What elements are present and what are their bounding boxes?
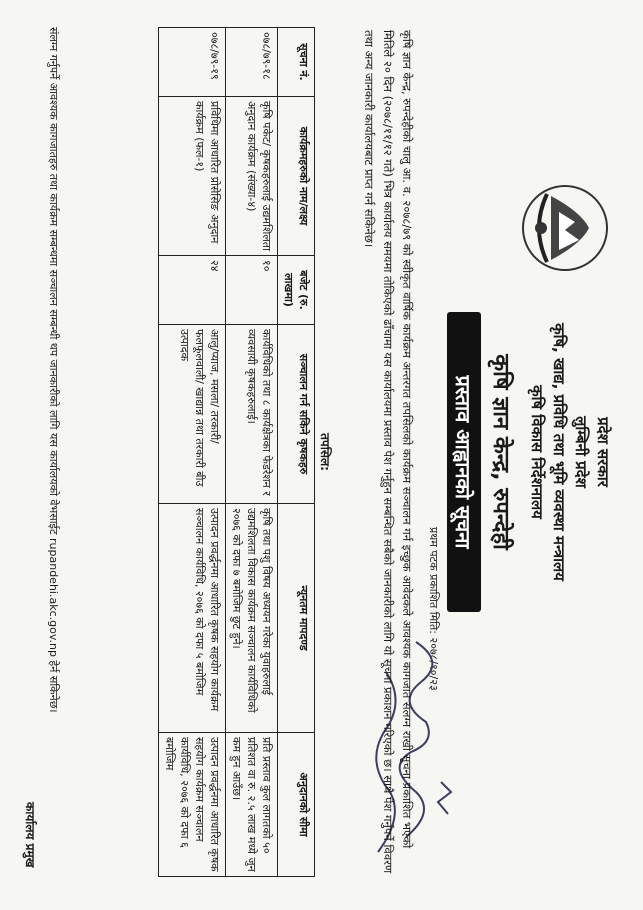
- cell-budget: १०: [226, 256, 278, 325]
- office-chief-signature-label: कार्यालय प्रमुख: [23, 802, 37, 868]
- cell-criteria: कृषि तथा पशु विषय अध्ययन गरेका युवाहरुलाई उद्यमशिलता विकास कार्यक्रम सञ्चालन कार्यविधिको २०७६ को दफा ७ बमोजिम छुट हुने।: [226, 504, 278, 733]
- cell-notice-no: ०७८/७९-१९: [159, 28, 226, 97]
- province-line: लुम्बिनी प्रदेश: [572, 416, 590, 488]
- notice-banner: [447, 312, 481, 612]
- rotated-notice: [21, 12, 621, 892]
- col-eligible: सञ्चालन गर्न सकिने कृषकहरु: [278, 325, 315, 504]
- col-grant-limit: अनुदानको सीमा: [278, 733, 315, 877]
- col-criteria: न्यूनतम मापदण्ड: [278, 504, 315, 733]
- government-line: प्रदेश सरकार: [594, 417, 612, 487]
- table-row: [159, 28, 226, 877]
- cell-eligible: कार्यविधिको तथा ८ कार्यक्षेत्रका फेडरेशन र व्यवसायी कृषकहरुलाई।: [226, 325, 278, 504]
- notice-body: कृषि ज्ञान केन्द्र, रुपन्देहीको चालु आ. व. २०७८/७९ को स्वीकृत वार्षिक कार्यक्रम अन्तरगत तपसिलको कार्यक्रम सञ्चालन गर्न इच्छुक आवेदकले आवश्यक कागजात संलग्न राखी सूचना प्रकाशित भएको मितिले २० दिन (२०७८/११/१२ गते) भित्र कार्यालय समयमा तोकिएको ढाँचामा यस कार्यालयमा प्रस्ताव पेश गर्नुहुन सम्बन्धित सबैको जानकारीको लागि यो सूचना प्रकाशन गरिएको छ। साथै पेश गर्नुपर्ने विवरण तथा अन्य जानकारी कार्यालयबाट प्राप्त गर्न सकिनेछ।: [362, 30, 414, 874]
- program-table: [158, 27, 315, 877]
- col-notice-no: सूचना नं.: [278, 28, 315, 97]
- publish-date: प्रथम पटक प्रकाशित मिति: २०७८/१०/२३: [427, 527, 440, 691]
- cell-program: प्रविधिमा आधारित प्रोसेसिङ अनुदान कार्यक्रम (फल-१): [159, 97, 226, 256]
- schedule-heading: तपसिल:: [318, 433, 332, 471]
- cell-program: कृषि पकेट/ कृषकहरुलाई उद्यमशिलता अनुदान कार्यक्रम (संख्या-४): [226, 97, 278, 256]
- footer-note: संलग्न गर्नुपर्ने आवश्यक कागजातहरु तथा कार्यक्रम सम्बन्धमा सञ्चालन सम्बन्धी थप जानकारीको लागि यस कार्यालयको वेभसाईट rupandehi.akc.gov.np हेर्न सकिनेछ।: [47, 27, 60, 713]
- notice-banner-text: प्रस्ताव आह्वानको सूचना: [451, 375, 475, 549]
- directorate-line: कृषि विकास निर्देशनालय: [528, 385, 546, 519]
- cell-grant-limit: उत्पादन प्रवर्द्धनमा आधारित कृषक सहयोग कार्यक्रम सञ्चालन कार्यविधि, २०७६ को दफा ६ बमोजिम: [159, 733, 226, 877]
- table-row: [226, 28, 278, 877]
- cell-budget: २४: [159, 256, 226, 325]
- cell-criteria: उत्पादन प्रवर्द्धनमा आधारित कृषक सहयोग कार्यक्रम सञ्चालन कार्यविधि, २०७६ को दफा ५ बमोजिम: [159, 504, 226, 733]
- notice-content: [21, 12, 621, 892]
- cell-eligible: आलु/प्याज, मसला/ तरकारी/ फलफूलवाली/ खाद्यान्न तथा तरकारी बीउ उत्पादक: [159, 325, 226, 504]
- table-header-row: [278, 28, 315, 877]
- cell-grant-limit: प्रति प्रस्ताव कुल लागतको ५० प्रतिशत वा रु. २.५ लाख मध्ये जुन कम हुन आउँछ।: [226, 733, 278, 877]
- ministry-line: कृषि, खाद्य, प्रविधि तथा भूमि व्यवस्था मन्त्रालय: [550, 323, 568, 581]
- cell-notice-no: ०७८/७९-१८: [226, 28, 278, 97]
- col-program: कार्यक्रमहरुको नाम/लक्ष्य: [278, 97, 315, 256]
- office-title: कृषि ज्ञान केन्द्र, रुपन्देही: [488, 354, 513, 550]
- col-budget: बजेट (रु. लाखमा): [278, 256, 315, 325]
